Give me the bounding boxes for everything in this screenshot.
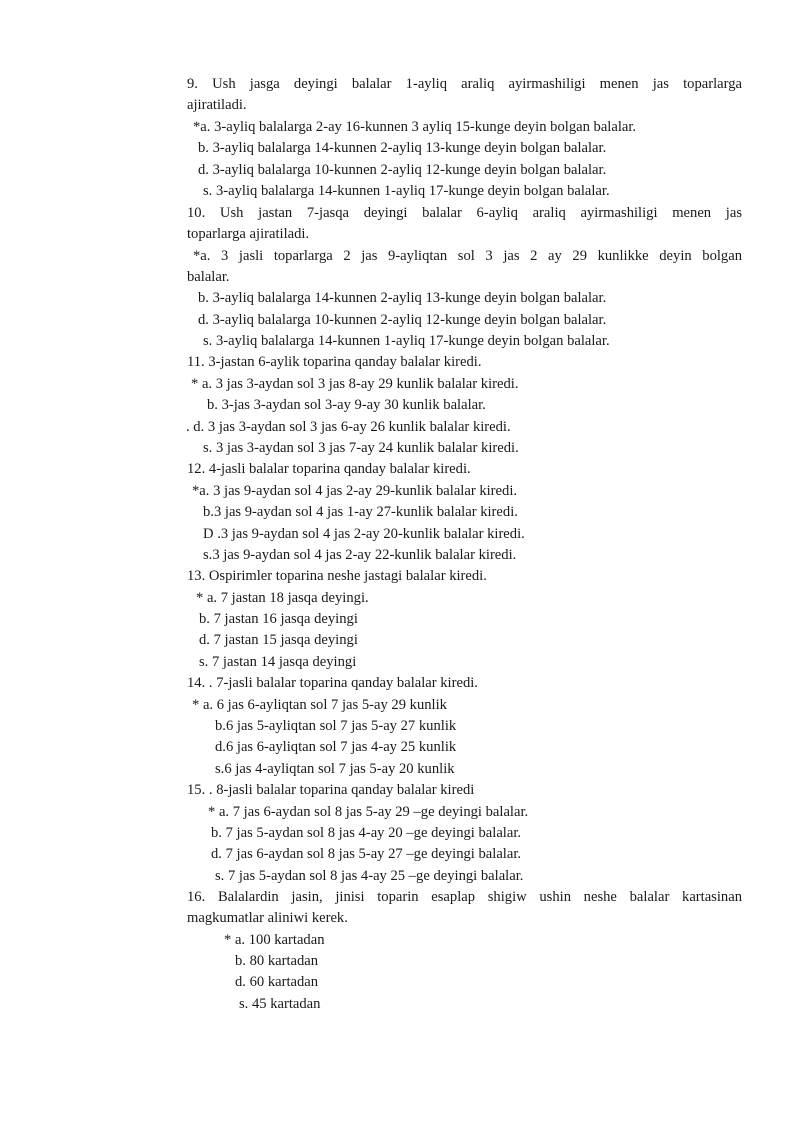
question-12-option-b: b.3 jas 9-aydan sol 4 jas 1-ay 27-kunlik balalar kiredi. <box>203 504 518 520</box>
question-11-option-d: . d. 3 jas 3-aydan sol 3 jas 6-ay 26 kunlik balalar kiredi. <box>186 419 511 435</box>
question-16-option-d: d. 60 kartadan <box>235 974 319 990</box>
question-10-option-s: s. 3-ayliq balalarga 14-kunnen 1-ayliq 17-kunge deyin bolgan balalar. <box>203 333 610 349</box>
question-9-stem-line-2: ajiratiladi. <box>187 97 247 113</box>
question-15-option-a: * a. 7 jas 6-aydan sol 8 jas 5-ay 29 –ge deyingi balalar. <box>208 804 529 820</box>
question-12-stem: 12. 4-jasli balalar toparina qanday balalar kiredi. <box>187 461 471 477</box>
question-9-option-d: d. 3-ayliq balalarga 10-kunnen 2-ayliq 12-kunge deyin bolgan balalar. <box>198 162 607 178</box>
question-13-option-a: * a. 7 jastan 18 jasqa deyingi. <box>196 590 369 606</box>
question-16-option-s: s. 45 kartadan <box>239 996 321 1012</box>
question-14-option-b: b.6 jas 5-ayliqtan sol 7 jas 5-ay 27 kunlik <box>215 718 457 734</box>
question-16-option-a: * a. 100 kartadan <box>224 932 325 948</box>
question-12-option-s: s.3 jas 9-aydan sol 4 jas 2-ay 22-kunlik balalar kiredi. <box>203 547 517 563</box>
question-10-option-d: d. 3-ayliq balalarga 10-kunnen 2-ayliq 12-kunge deyin bolgan balalar. <box>198 312 607 328</box>
question-16-stem-line-2: magkumatlar aliniwi kerek. <box>187 910 348 926</box>
question-9-option-s: s. 3-ayliq balalarga 14-kunnen 1-ayliq 17-kunge deyin bolgan balalar. <box>203 183 610 199</box>
question-13-option-b: b. 7 jastan 16 jasqa deyingi <box>199 611 358 627</box>
question-9-option-a: *a. 3-ayliq balalarga 2-ay 16-kunnen 3 ayliq 15-kunge deyin bolgan balalar. <box>193 119 637 135</box>
question-11-option-s: s. 3 jas 3-aydan sol 3 jas 7-ay 24 kunlik balalar kiredi. <box>203 440 519 456</box>
question-14-option-a: * a. 6 jas 6-ayliqtan sol 7 jas 5-ay 29 kunlik <box>192 697 447 713</box>
question-10-option-b: b. 3-ayliq balalarga 14-kunnen 2-ayliq 13-kunge deyin bolgan balalar. <box>198 290 607 306</box>
question-13-option-d: d. 7 jastan 15 jasqa deyingi <box>199 632 358 648</box>
question-10-option-a-cont: balalar. <box>187 269 230 285</box>
question-10-stem-line-1: 10. Ush jastan 7-jasqa deyingi balalar 6-ayliq araliq ayirmashiligi menen jas <box>187 205 742 221</box>
question-13-option-s: s. 7 jastan 14 jasqa deyingi <box>199 654 357 670</box>
question-9-stem-line-1: 9. Ush jasga deyingi balalar 1-ayliq araliq ayirmashiligi menen jas toparlarga <box>187 76 742 92</box>
question-15-option-d: d. 7 jas 6-aydan sol 8 jas 5-ay 27 –ge deyingi balalar. <box>211 846 522 862</box>
question-12-option-d: D .3 jas 9-aydan sol 4 jas 2-ay 20-kunlik balalar kiredi. <box>203 526 525 542</box>
question-15-option-s: s. 7 jas 5-aydan sol 8 jas 4-ay 25 –ge deyingi balalar. <box>215 868 524 884</box>
question-16-option-b: b. 80 kartadan <box>235 953 319 969</box>
question-14-option-s: s.6 jas 4-ayliqtan sol 7 jas 5-ay 20 kunlik <box>215 761 455 777</box>
question-9-option-b: b. 3-ayliq balalarga 14-kunnen 2-ayliq 13-kunge deyin bolgan balalar. <box>198 140 607 156</box>
question-10-option-a: *a. 3 jasli toparlarga 2 jas 9-ayliqtan sol 3 jas 2 ay 29 kunlikke deyin bolgan <box>193 248 742 264</box>
question-15-stem: 15. . 8-jasli balalar toparina qanday balalar kiredi <box>187 782 475 798</box>
question-11-option-a: * a. 3 jas 3-aydan sol 3 jas 8-ay 29 kunlik balalar kiredi. <box>191 376 519 392</box>
question-11-stem: 11. 3-jastan 6-aylik toparina qanday balalar kiredi. <box>187 354 482 370</box>
question-16-stem-line-1: 16. Balalardin jasin, jinisi toparin esaplap shigiw ushin neshe balalar kartasinan <box>187 889 742 905</box>
question-14-stem: 14. . 7-jasli balalar toparina qanday balalar kiredi. <box>187 675 478 691</box>
question-10-stem-line-2: toparlarga ajiratiladi. <box>187 226 310 242</box>
question-12-option-a: *a. 3 jas 9-aydan sol 4 jas 2-ay 29-kunlik balalar kiredi. <box>192 483 518 499</box>
question-15-option-b: b. 7 jas 5-aydan sol 8 jas 4-ay 20 –ge deyingi balalar. <box>211 825 522 841</box>
question-13-stem: 13. Ospirimler toparina neshe jastagi balalar kiredi. <box>187 568 487 584</box>
question-14-option-d: d.6 jas 6-ayliqtan sol 7 jas 4-ay 25 kunlik <box>215 739 457 755</box>
question-11-option-b: b. 3-jas 3-aydan sol 3-ay 9-ay 30 kunlik balalar. <box>207 397 486 413</box>
